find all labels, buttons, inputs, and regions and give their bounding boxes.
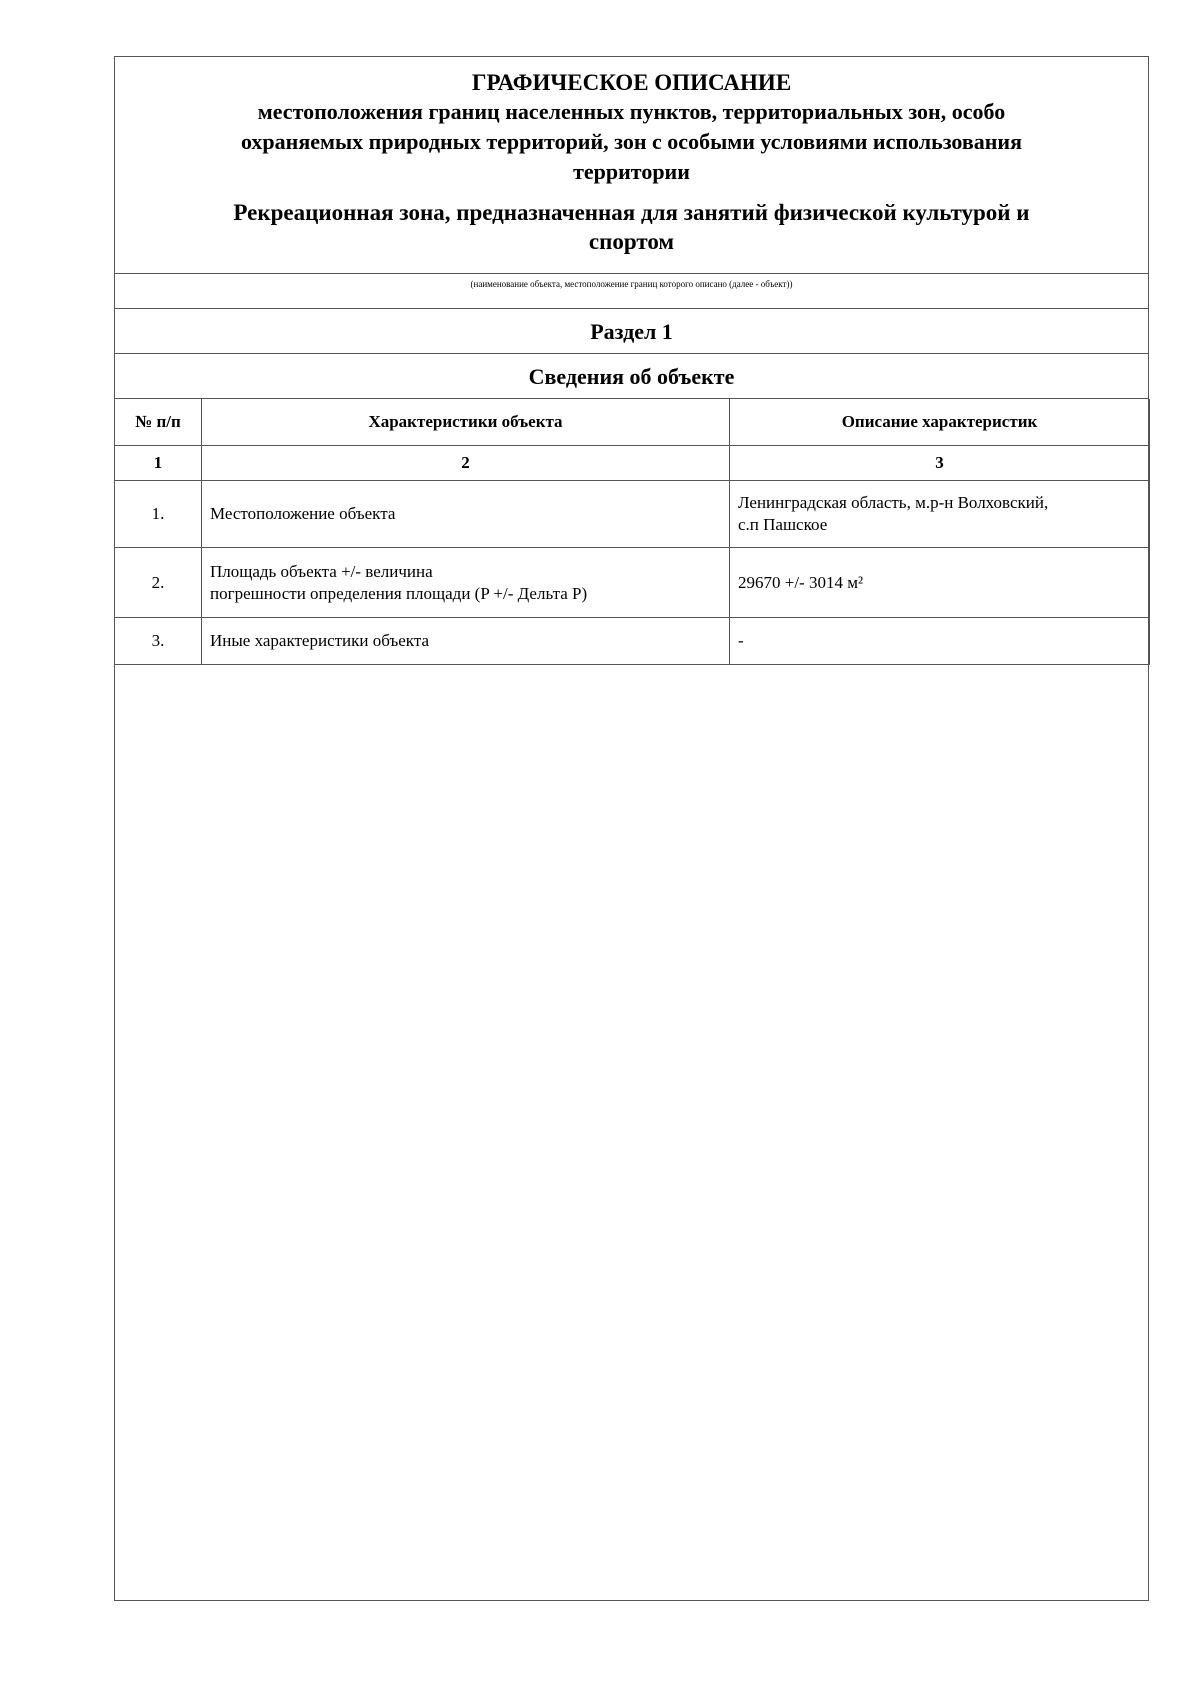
header-description: Описание характеристик xyxy=(730,399,1150,446)
row-characteristic-line-1: Площадь объекта +/- величина xyxy=(210,561,433,581)
row-characteristic xyxy=(202,548,730,618)
object-info-table xyxy=(114,399,1150,665)
header-characteristic: Характеристики объекта xyxy=(202,399,730,446)
row-description: - xyxy=(730,618,1150,665)
section-label: Раздел 1 xyxy=(115,309,1148,354)
row-characteristic: Иные характеристики объекта xyxy=(202,618,730,665)
row-number: 3. xyxy=(115,618,202,665)
table-row xyxy=(115,548,1150,618)
column-number-1: 1 xyxy=(115,446,202,481)
object-name-line-2: спортом xyxy=(588,229,675,254)
row-description xyxy=(730,481,1150,548)
section-heading: Сведения об объекте xyxy=(115,354,1148,399)
document-frame xyxy=(114,56,1149,1601)
row-description-line-1: Ленинградская область, м.р-н Волховский, xyxy=(738,493,1049,512)
table-row xyxy=(115,481,1150,548)
document-subtitle-line-2: охраняемых природных территорий, зон с особыми условиями использования xyxy=(240,129,1023,154)
row-description: 29670 +/- 3014 м² xyxy=(730,548,1150,618)
table-header-row xyxy=(115,399,1150,446)
row-characteristic-line-1: Местоположение объекта xyxy=(210,504,396,523)
object-name-line-1: Рекреационная зона, предназначенная для занятий физической культурой и xyxy=(233,200,1030,225)
row-description-line-2: с.п Пашское xyxy=(738,515,828,534)
table-column-numbers-row xyxy=(115,446,1150,481)
row-characteristic-line-2: погрешности определения площади (P +/- Дельта P) xyxy=(210,583,588,603)
column-number-3: 3 xyxy=(730,446,1150,481)
header-number: № п/п xyxy=(115,399,202,446)
column-number-2: 2 xyxy=(202,446,730,481)
document-subtitle-line-3: территории xyxy=(573,159,690,184)
document-header xyxy=(115,57,1148,274)
document-subtitle-line-1: местоположения границ населенных пунктов, территориальных зон, особо xyxy=(257,99,1006,124)
table-row xyxy=(115,618,1150,665)
row-number: 1. xyxy=(115,481,202,548)
row-number: 2. xyxy=(115,548,202,618)
row-characteristic xyxy=(202,481,730,548)
object-caption: (наименование объекта, местоположение границ которого описано (далее - объект)) xyxy=(115,274,1148,309)
document-title: ГРАФИЧЕСКОЕ ОПИСАНИЕ xyxy=(471,70,792,95)
